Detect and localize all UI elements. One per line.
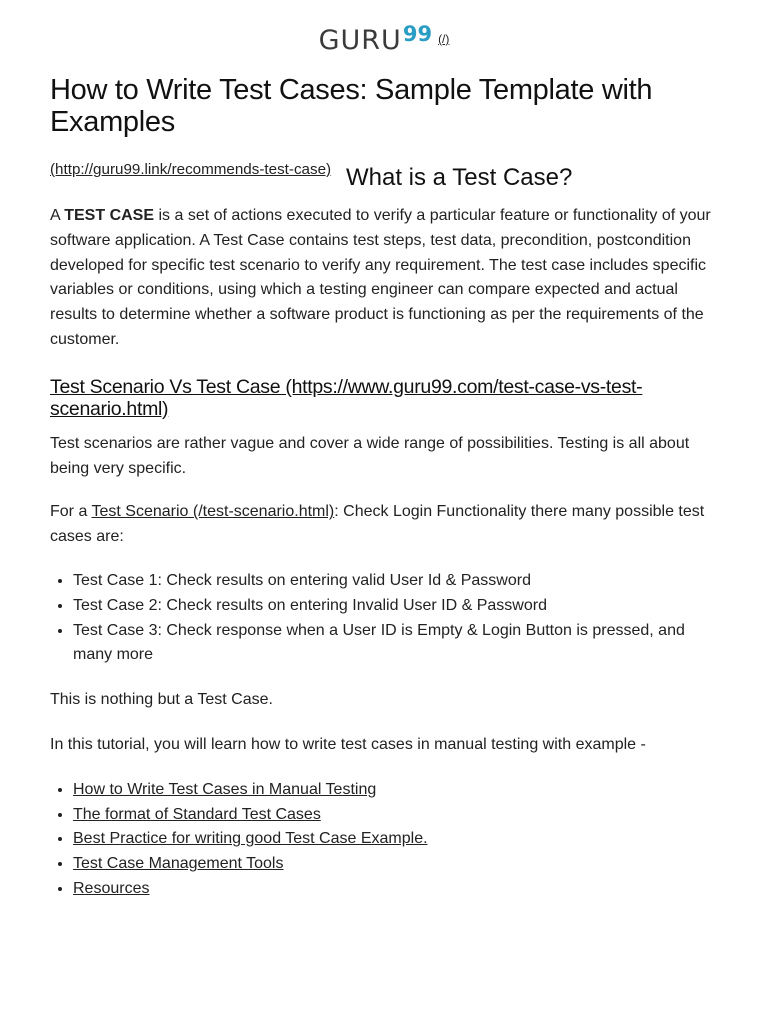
intro-paragraph <box>50 204 725 353</box>
login-prefix: For a <box>50 503 92 521</box>
scenario-vs-case-link[interactable]: Test Scenario Vs Test Case (https://www.guru99.com/test-case-vs-test-scenario.html) <box>50 375 643 420</box>
test-case-list <box>50 569 725 668</box>
tutorial-intro: In this tutorial, you will learn how to write test cases in manual testing with example - <box>50 735 646 753</box>
intro-text: is a set of actions executed to verify a particular feature or functionality of your software application. A Test Case contains test steps, test data, precondition, postcondition developed for specific test scenario to verify any requirement. The test case includes specific variables or conditions, using which a testing engineer can compare expected and actual results to determine whether a software product is functioning as per the requirements of the customer. <box>50 207 711 348</box>
logo-text: GURU <box>318 25 402 56</box>
toc-link-management-tools[interactable]: Test Case Management Tools <box>73 855 284 873</box>
test-scenario-link[interactable]: Test Scenario (/test-scenario.html) <box>91 503 335 521</box>
table-of-contents <box>50 778 725 902</box>
list-item: • Test Case 3: Check response when a User ID is Empty & Login Button is pressed, and many more <box>73 619 725 669</box>
list-item: • Test Case 1: Check results on entering valid User Id & Password <box>73 569 725 594</box>
scenario-vs-case-heading <box>50 376 725 420</box>
login-paragraph <box>50 500 725 550</box>
recommend-box <box>50 158 332 183</box>
section-heading: What is a Test Case? <box>346 164 573 191</box>
page-title: How to Write Test Cases: Sample Template with Examples <box>50 74 653 138</box>
login-text: : Check Login Functionality there many possible test cases are: <box>50 503 705 546</box>
site-logo[interactable] <box>0 24 768 54</box>
intro-bold-term: TEST CASE <box>64 207 155 224</box>
toc-item <box>73 803 725 828</box>
recommend-link[interactable]: (http://guru99.link/recommends-test-case) <box>50 161 332 178</box>
toc-link-resources[interactable]: Resources <box>73 879 150 897</box>
toc-link-manual-testing[interactable]: How to Write Test Cases in Manual Testing <box>73 780 377 798</box>
nothing-but-paragraph: This is nothing but a Test Case. <box>50 691 273 709</box>
toc-item <box>73 852 725 877</box>
list-item: • Test Case 2: Check results on entering Invalid User ID & Password <box>73 594 725 619</box>
home-link[interactable]: (/) <box>438 32 450 46</box>
article-body <box>50 158 725 902</box>
toc-link-best-practice[interactable]: Best Practice for writing good Test Case Example. <box>73 830 428 848</box>
toc-item <box>73 877 725 902</box>
toc-link-format[interactable]: The format of Standard Test Cases <box>73 805 321 823</box>
intro-prefix: A <box>50 207 65 224</box>
toc-item <box>73 778 725 803</box>
scenario-paragraph: Test scenarios are rather vague and cover a wide range of possibilities. Testing is all about being very specific. <box>50 434 690 477</box>
toc-item <box>73 827 725 852</box>
logo-number: 99 <box>402 22 433 46</box>
